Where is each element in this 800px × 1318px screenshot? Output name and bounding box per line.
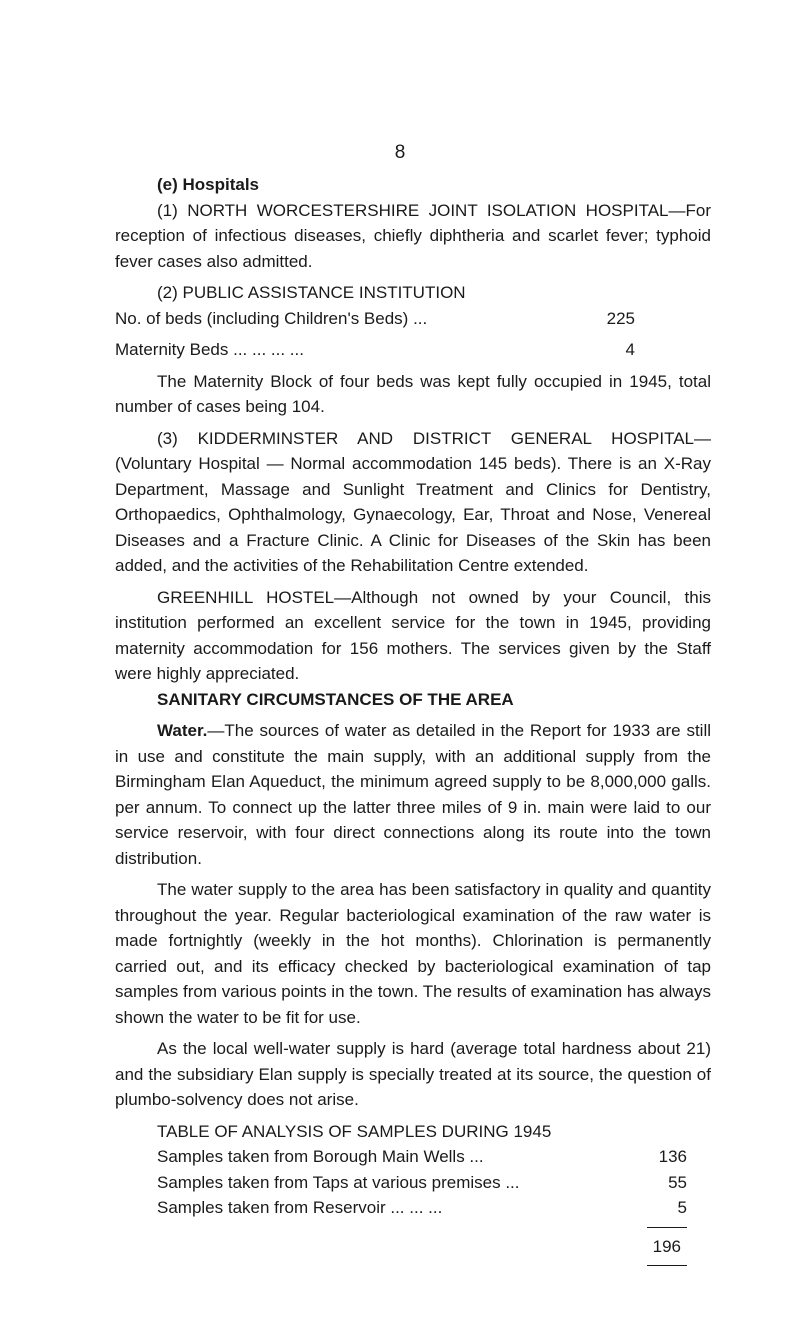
- beds-row: [115, 306, 635, 332]
- table-row: [157, 1195, 687, 1221]
- sanitary-heading: SANITARY CIRCUMSTANCES OF THE AREA: [157, 689, 514, 709]
- row-label: Samples taken from Reservoir ... ... ...: [157, 1198, 443, 1217]
- isolation-heading: (1) NORTH WORCESTERSHIRE JOINT ISOLATION: [157, 200, 577, 220]
- greenhill-paragraph: GREENHILL HOSTEL—Although not owned by your Council, this institution performed an excellent service for the town in 1945, providing maternity accommodation for 156 mothers. The services given by the Staff were highly appreciated.: [115, 587, 711, 683]
- page-number: 8: [394, 142, 406, 163]
- row-value: 136: [658, 1147, 687, 1166]
- row-value: 5: [677, 1198, 687, 1217]
- maternity-beds-row: [115, 337, 635, 363]
- total-row: [157, 1227, 687, 1267]
- water-quality-paragraph: The water supply to the area has been satisfactory in quality and quantity throughout the year. Regular bacteriological examination of the raw water is made fortnightly (weekly in the hot months). Chlorination is permanently carried out, and its efficacy checked by bacteriological examination of tap samples from various points in the town. The results of examination has always shown the water to be fit for use.: [115, 880, 711, 1027]
- samples-table: [115, 1144, 687, 1266]
- isolation-hospital-paragraph: [115, 198, 711, 275]
- section-heading: (e) Hospitals: [157, 175, 260, 194]
- public-assistance-heading: (2) PUBLIC ASSISTANCE INSTITUTION: [157, 283, 466, 302]
- table-row: [157, 1144, 687, 1170]
- maternity-beds-value: 4: [625, 340, 635, 359]
- table-title: TABLE OF ANALYSIS OF SAMPLES DURING 1945: [157, 1121, 552, 1141]
- row-label: Samples taken from Borough Main Wells ...: [157, 1147, 484, 1166]
- maternity-beds-label: Maternity Beds ... ... ... ...: [115, 340, 304, 359]
- row-value: 55: [668, 1172, 687, 1192]
- kidderminster-paragraph: (3) KIDDERMINSTER AND DISTRICT GENERAL HOSPITAL—(Voluntary Hospital — Normal accommodation 145 beds). There is an X-Ray Department, Massage and Sunlight Treatment and Clinics for Dentistry, Orthopaedics, Ophthalmology, Gynaecology, Ear, Throat and Nose, Venereal Diseases and a Fracture Clinic. A Clinic for Diseases of the Skin has been added, and the activities of the Rehabilitation Centre extended.: [115, 428, 711, 575]
- hardness-paragraph: As the local well-water supply is hard (average total hardness about 21) and the subsidiary Elan supply is specially treated at its source, the question of plumbo-solvency does not arise.: [115, 1039, 711, 1109]
- isolation-text: HOSPITAL—For reception of infectious diseases, chiefly diphtheria and scarlet fever; typhoid fever cases also admitted.: [115, 200, 711, 271]
- row-label: Samples taken from Taps at various premises ...: [157, 1172, 520, 1192]
- total-value: 196: [647, 1227, 687, 1267]
- table-row: [157, 1170, 687, 1196]
- maternity-block-paragraph: The Maternity Block of four beds was kept fully occupied in 1945, total number of cases being 104.: [115, 371, 711, 416]
- beds-label: No. of beds (including Children's Beds) ...: [115, 308, 428, 328]
- beds-value: 225: [606, 308, 635, 328]
- page-content: [115, 172, 711, 1266]
- water-text: —The sources of water as detailed in the Report for 1933 are still in use and constitute the main supply, with an additional supply from the Birmingham Elan Aqueduct, the minimum agreed supply to be 8,000,000 galls. per annum. To connect up the latter three miles of 9 in. main were laid to our service reservoir, with four direct connections along its route into the town distribution.: [115, 721, 711, 868]
- water-label: Water.: [157, 721, 208, 740]
- water-paragraph: [115, 718, 711, 871]
